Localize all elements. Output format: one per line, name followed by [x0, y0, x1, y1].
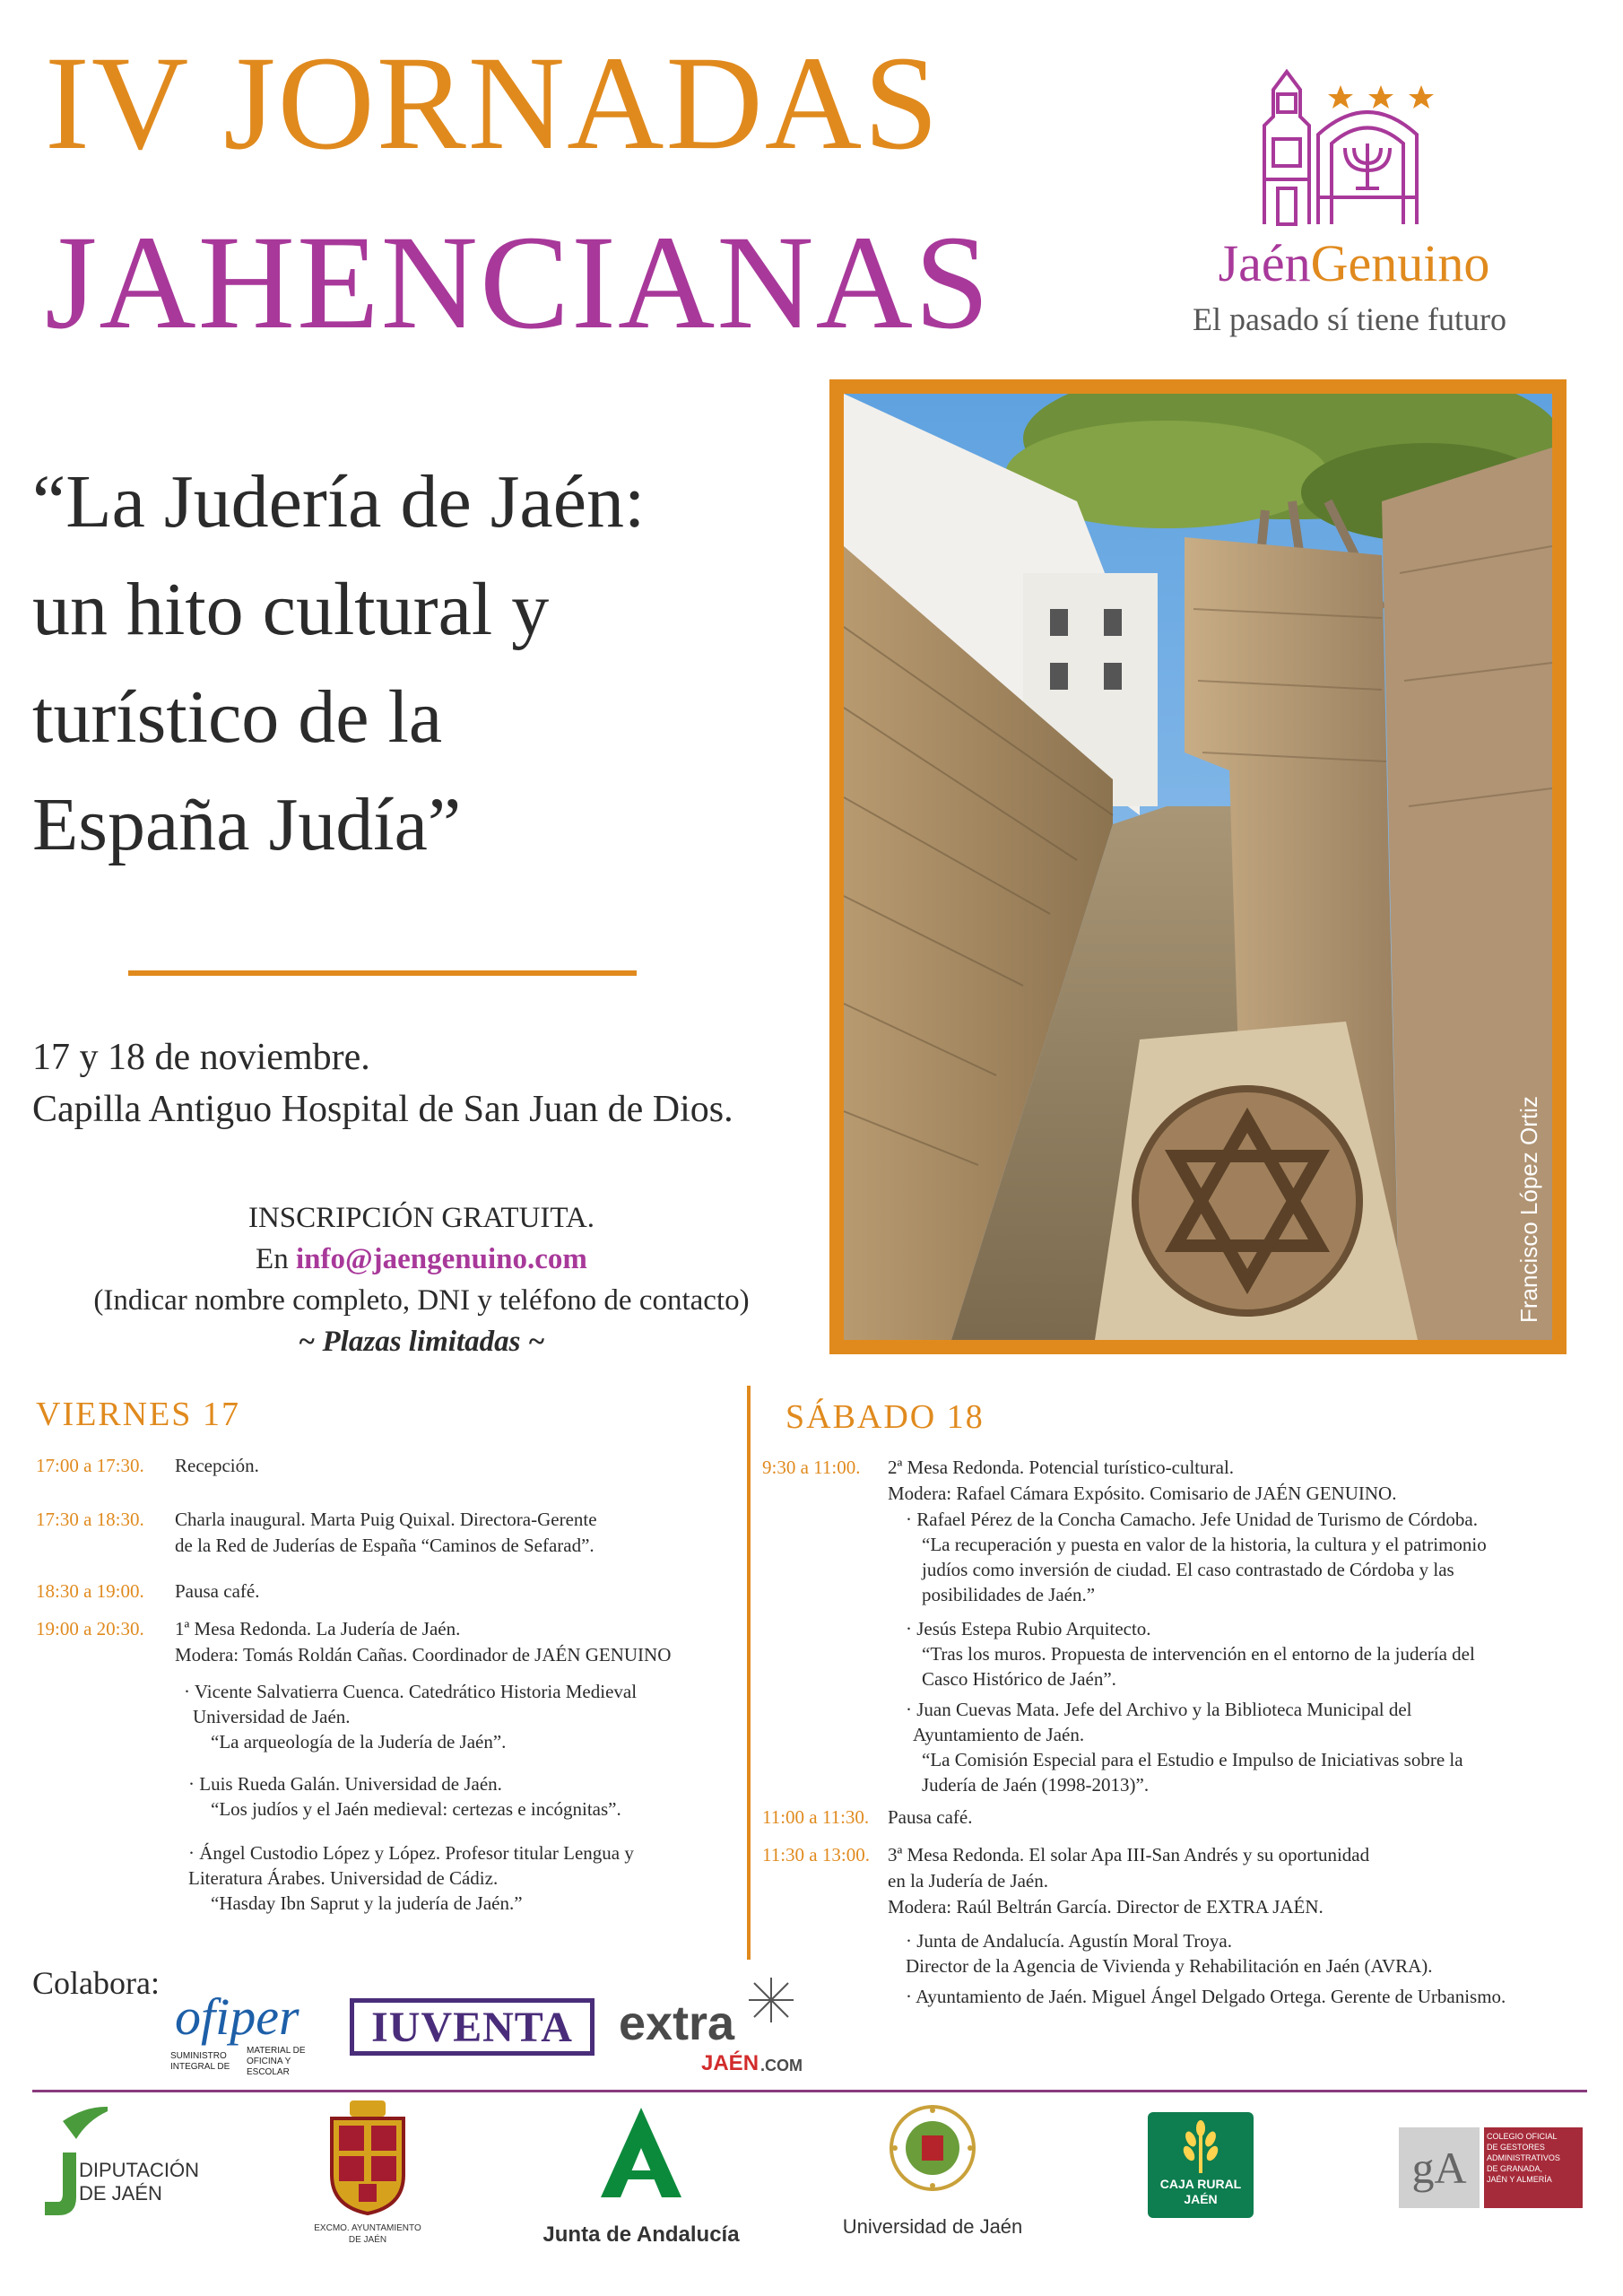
- event-venue: Capilla Antiguo Hospital de San Juan de Dios.: [32, 1089, 733, 1130]
- registration-note: (Indicar nombre completo, DNI y teléfono de contacto): [93, 1284, 750, 1317]
- iuventa-logo: [350, 1998, 595, 2056]
- schedule-text: Recepción.: [175, 1455, 259, 1476]
- speaker-line: · Juan Cuevas Mata. Jefe del Archivo y la Biblioteca Municipal del: [906, 1699, 1412, 1720]
- ofiper-sub-line: SUMINISTRO: [170, 2051, 227, 2061]
- registration-title: INSCRIPCIÓN GRATUITA.: [247, 1202, 595, 1234]
- speaker-quote: posibilidades de Jaén.”: [922, 1584, 1096, 1605]
- friday-schedule: [36, 1453, 744, 1919]
- caja-rural-logo: [1148, 2112, 1254, 2218]
- diputacion-text: [79, 2159, 199, 2205]
- colegio-mark: gA: [1411, 2143, 1467, 2193]
- speaker-quote: “Los judíos y el Jaén medieval: certezas e incógnitas”.: [211, 1798, 621, 1820]
- logo-tagline: El pasado sí tiene futuro: [1193, 301, 1506, 337]
- schedule-text: en la Judería de Jaén.: [888, 1870, 1049, 1892]
- diputacion-line: DIPUTACIÓN: [79, 2159, 200, 2181]
- ayuntamiento-line: DE JAÉN: [348, 2235, 387, 2245]
- ofiper-sub-line: ESCOLAR: [247, 2067, 290, 2077]
- speaker-line: Ayuntamiento de Jaén.: [913, 1724, 1085, 1745]
- diputacion-jaen-logo: [36, 2103, 233, 2220]
- logo-brand-part2: Genuino: [1310, 234, 1490, 292]
- extra-sub: JAÉN: [701, 2051, 759, 2075]
- coat-of-arms-icon: [323, 2099, 412, 2215]
- ofiper-name: ofiper: [175, 1987, 299, 2046]
- burst-icon: [749, 1978, 794, 2022]
- speaker-line: · Jesús Estepa Rubio Arquitecto.: [906, 1618, 1151, 1639]
- schedule-divider: [747, 1386, 751, 1960]
- schedule-time: 9:30 a 11:00.: [762, 1457, 861, 1478]
- schedule-text: 2ª Mesa Redonda. Potencial turístico-cultural.: [888, 1457, 1235, 1478]
- wheat-icon: [1178, 2119, 1223, 2173]
- schedule-time: 11:00 a 11:30.: [762, 1806, 870, 1828]
- ofiper-sub-line: MATERIAL DE: [247, 2046, 306, 2056]
- schedule-text: de la Red de Juderías de España “Caminos de Sefarad”.: [175, 1535, 595, 1556]
- logo-brand-name: [1157, 233, 1551, 293]
- speaker-quote: Judería de Jaén (1998-2013)”.: [922, 1774, 1150, 1796]
- universidad-text: Universidad de Jaén: [842, 2215, 1023, 2238]
- junta-a-icon: [601, 2108, 681, 2197]
- orange-divider: [128, 970, 637, 976]
- caja-text: [1148, 2177, 1254, 2207]
- speaker-quote: “Tras los muros. Propuesta de intervención en el entorno de la judería del: [922, 1643, 1475, 1665]
- title-line-1: IV JORNADAS: [45, 29, 941, 178]
- colegio-line: DE GRANADA,: [1487, 2164, 1543, 2173]
- subtitle-line: “La Judería de Jaén:: [32, 460, 646, 544]
- speaker-line: · Ayuntamiento de Jaén. Miguel Ángel Delgado Ortega. Gerente de Urbanismo.: [906, 1986, 1506, 2007]
- ayuntamiento-jaen-logo: [278, 2099, 457, 2256]
- schedule-text: Modera: Raúl Beltrán García. Director de EXTRA JAÉN.: [888, 1896, 1324, 1918]
- juderia-photo: [829, 379, 1567, 1354]
- schedule-time: 17:30 a 18:30.: [36, 1509, 144, 1530]
- ofiper-sub-line: OFICINA Y: [247, 2057, 291, 2066]
- caja-line: JAÉN: [1184, 2192, 1218, 2206]
- schedule-text: 3ª Mesa Redonda. El solar Apa III-San Andrés y su oportunidad: [888, 1844, 1370, 1866]
- colegio-mark-box: [1399, 2127, 1480, 2208]
- speaker-line: · Vicente Salvatierra Cuenca. Catedrático Historia Medieval: [184, 1681, 638, 1702]
- friday-title: VIERNES 17: [36, 1396, 240, 1433]
- speaker-quote: judíos como inversión de ciudad. El caso contrastado de Córdoba y las: [922, 1559, 1454, 1580]
- speaker-line: Literatura Árabes. Universidad de Cádiz.: [188, 1867, 499, 1889]
- speaker-line: Universidad de Jaén.: [193, 1706, 351, 1727]
- extra-jaen-logo: [619, 1978, 834, 2076]
- colegio-text: [1487, 2131, 1580, 2185]
- ayuntamiento-line: EXCMO. AYUNTAMIENTO: [314, 2223, 421, 2233]
- collaborators-label: Colabora:: [32, 1965, 160, 2001]
- schedule-text: 1ª Mesa Redonda. La Judería de Jaén.: [175, 1618, 461, 1639]
- sponsors-divider: [32, 2090, 1587, 2092]
- registration-email-line: [36, 1239, 807, 1280]
- schedule-text: Charla inaugural. Marta Puig Quixal. Directora-Gerente: [175, 1509, 597, 1530]
- colegio-line: JAÉN Y ALMERÍA: [1487, 2175, 1552, 2184]
- alley-star-of-david-image: [844, 394, 1552, 1340]
- extra-dotcom: .COM: [760, 2057, 803, 2074]
- speaker-quote: “La Comisión Especial para el Estudio e Impulso de Iniciativas sobre la: [922, 1749, 1463, 1770]
- schedule-time: 19:00 a 20:30.: [36, 1618, 144, 1639]
- speaker-quote: “La arqueología de la Judería de Jaén”.: [211, 1731, 507, 1752]
- subtitle-line: un hito cultural y: [32, 568, 550, 651]
- ayuntamiento-text: [278, 2222, 457, 2246]
- jaen-genuino-logo: [1139, 63, 1560, 359]
- universidad-jaen-logo: [834, 2103, 1031, 2247]
- extra-main: extra: [619, 1996, 735, 2050]
- ofiper-sub-line: INTEGRAL DE: [170, 2062, 230, 2072]
- speaker-line: Director de la Agencia de Vivienda y Rehabilitación en Jaén (AVRA).: [906, 1955, 1433, 1977]
- saturday-title: SÁBADO 18: [785, 1398, 985, 1436]
- colegio-text-box: [1484, 2127, 1583, 2208]
- junta-andalucia-logo: [529, 2108, 753, 2251]
- iuventa-text: IUVENTA: [371, 2003, 573, 2051]
- schedule-text: Modera: Tomás Roldán Cañas. Coordinador de JAÉN GENUINO: [175, 1644, 672, 1665]
- tower-synagogue-icon: [1246, 63, 1453, 233]
- speaker-quote: “La recuperación y puesta en valor de la historia, la cultura y el patrimonio: [922, 1534, 1487, 1555]
- speaker-line: · Luis Rueda Galán. Universidad de Jaén.: [188, 1773, 502, 1795]
- schedule-text: Pausa café.: [888, 1806, 973, 1828]
- colegio-line: COLEGIO OFICIAL: [1487, 2132, 1558, 2141]
- junta-text: Junta de Andalucía: [542, 2222, 740, 2247]
- saturday-schedule: [762, 1455, 1596, 2020]
- schedule-time: 18:30 a 19:00.: [36, 1580, 144, 1602]
- event-subtitle: [32, 448, 839, 879]
- registration-block: [36, 1197, 807, 1362]
- subtitle-line: España Judía”: [32, 783, 462, 866]
- event-dates: 17 y 18 de noviembre.: [32, 1037, 370, 1078]
- photo-credit: Francisco López Ortiz: [1515, 1096, 1542, 1323]
- ofiper-logo: [170, 1987, 332, 2085]
- subtitle-line: turístico de la: [32, 675, 443, 759]
- ofiper-sub-right: [247, 2046, 306, 2078]
- diputacion-line: DE JAÉN: [79, 2182, 162, 2205]
- event-when: [32, 1031, 733, 1135]
- speaker-line: · Rafael Pérez de la Concha Camacho. Jefe Unidad de Turismo de Córdoba.: [906, 1509, 1478, 1530]
- schedule-text: Pausa café.: [175, 1580, 260, 1602]
- speaker-quote: “Hasday Ibn Saprut y la judería de Jaén.”: [211, 1892, 523, 1914]
- university-seal-icon: [888, 2103, 977, 2193]
- speaker-line: · Ángel Custodio López y López. Profesor titular Lengua y: [188, 1842, 634, 1864]
- registration-email-link[interactable]: info@jaengenuino.com: [295, 1243, 587, 1275]
- caja-line: CAJA RURAL: [1159, 2177, 1242, 2191]
- colegio-line: ADMINISTRATIVOS: [1487, 2153, 1560, 2162]
- ofiper-sub-left: [170, 2051, 230, 2073]
- colegio-gestores-logo: [1399, 2127, 1583, 2208]
- schedule-text: Modera: Rafael Cámara Expósito. Comisario de JAÉN GENUINO.: [888, 1483, 1397, 1504]
- registration-limited: ~ Plazas limitadas ~: [298, 1326, 545, 1358]
- schedule-time: 17:00 a 17:30.: [36, 1455, 144, 1476]
- registration-email-prefix: En: [256, 1243, 296, 1275]
- logo-brand-part1: Jaén: [1218, 234, 1311, 292]
- speaker-line: · Junta de Andalucía. Agustín Moral Troya.: [906, 1930, 1232, 1952]
- schedule-time: 11:30 a 13:00.: [762, 1844, 870, 1866]
- speaker-quote: Casco Histórico de Jaén”.: [922, 1668, 1116, 1690]
- title-line-2: JAHENCIANAS: [45, 208, 992, 357]
- colegio-line: DE GESTORES: [1487, 2143, 1545, 2152]
